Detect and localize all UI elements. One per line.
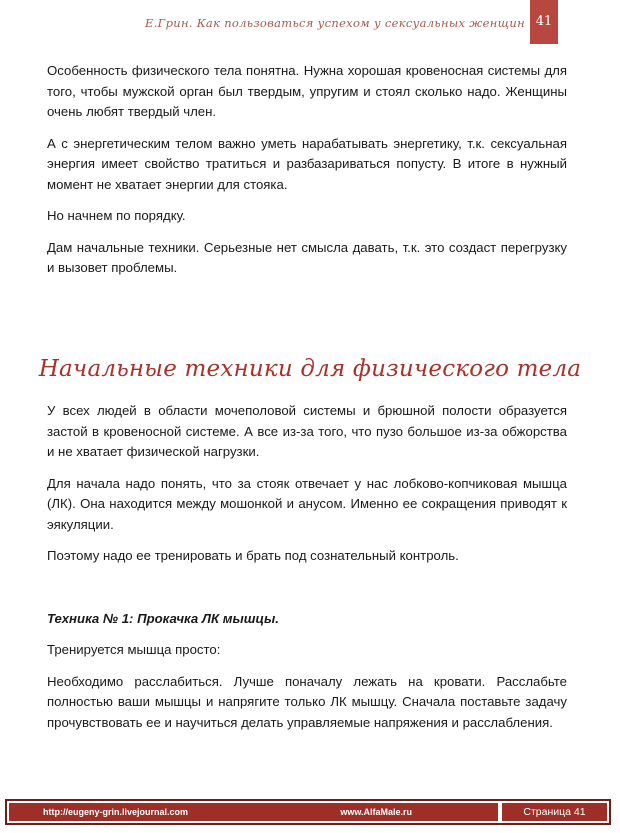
- paragraph: Особенность физического тела понятна. Нужна хорошая кровеносная системы для того, чтобы мужской орган был твердым, упругим и стоял сколько надо. Женщины очень любят твердый член.: [47, 63, 567, 119]
- paragraph: У всех людей в области мочеполовой системы и брюшной полости образуется застой в кровеносной системе. А все из-за того, что пузо большое из-за обжорства и не хватает физической нагрузки.: [47, 403, 567, 459]
- paragraph: А с энергетическим телом важно уметь нарабатывать энергетику, т.к. сексуальная энергия имеет свойство тратиться и разбазариваться попусту. В итоге в нужный момент не хватает энергии для стояка.: [47, 135, 567, 192]
- page-number-badge: 41: [530, 0, 558, 44]
- paragraph: Тренируется мышца просто:: [47, 642, 221, 657]
- technique-title: Техника № 1: Прокачка ЛК мышцы.: [47, 610, 279, 626]
- paragraph: Дам начальные техники. Серьезные нет смысла давать, т.к. это создаст перегрузку и вызовет проблемы.: [47, 239, 567, 275]
- footer-link-livejournal[interactable]: http://eugeny-grin.livejournal.com: [43, 807, 189, 817]
- paragraph: Необходимо расслабиться. Лучше поначалу лежать на кровати. Расслабьте полностью ваши мышцы и напрягите только ЛК мышцу. Сначала поставьте задачу прочувствовать ее и научиться делать управляемые напряжения и расслабления.: [47, 673, 567, 730]
- section-heading: Начальные техники для физического тела: [38, 356, 582, 382]
- running-header: Е.Грин. Как пользоваться успехом у сексуальных женщин: [145, 16, 525, 30]
- footer-page-label: Страница 41: [500, 803, 607, 821]
- section-block: [47, 401, 567, 733]
- paragraph: Поэтому надо ее тренировать и брать под сознательный контроль.: [47, 548, 459, 563]
- intro-block: [47, 61, 567, 279]
- footer-link-alfamale[interactable]: www.AlfaMale.ru: [340, 807, 412, 817]
- paragraph: Для начала надо понять, что за стояк отвечает у нас лобково-копчиковая мышца (ЛК). Она находится между мошонкой и анусом. Именно ее сокращения приводят к эякуляции.: [47, 475, 567, 532]
- footer-links: [9, 803, 498, 821]
- footer: [5, 799, 611, 825]
- paragraph: Но начнем по порядку.: [47, 208, 186, 223]
